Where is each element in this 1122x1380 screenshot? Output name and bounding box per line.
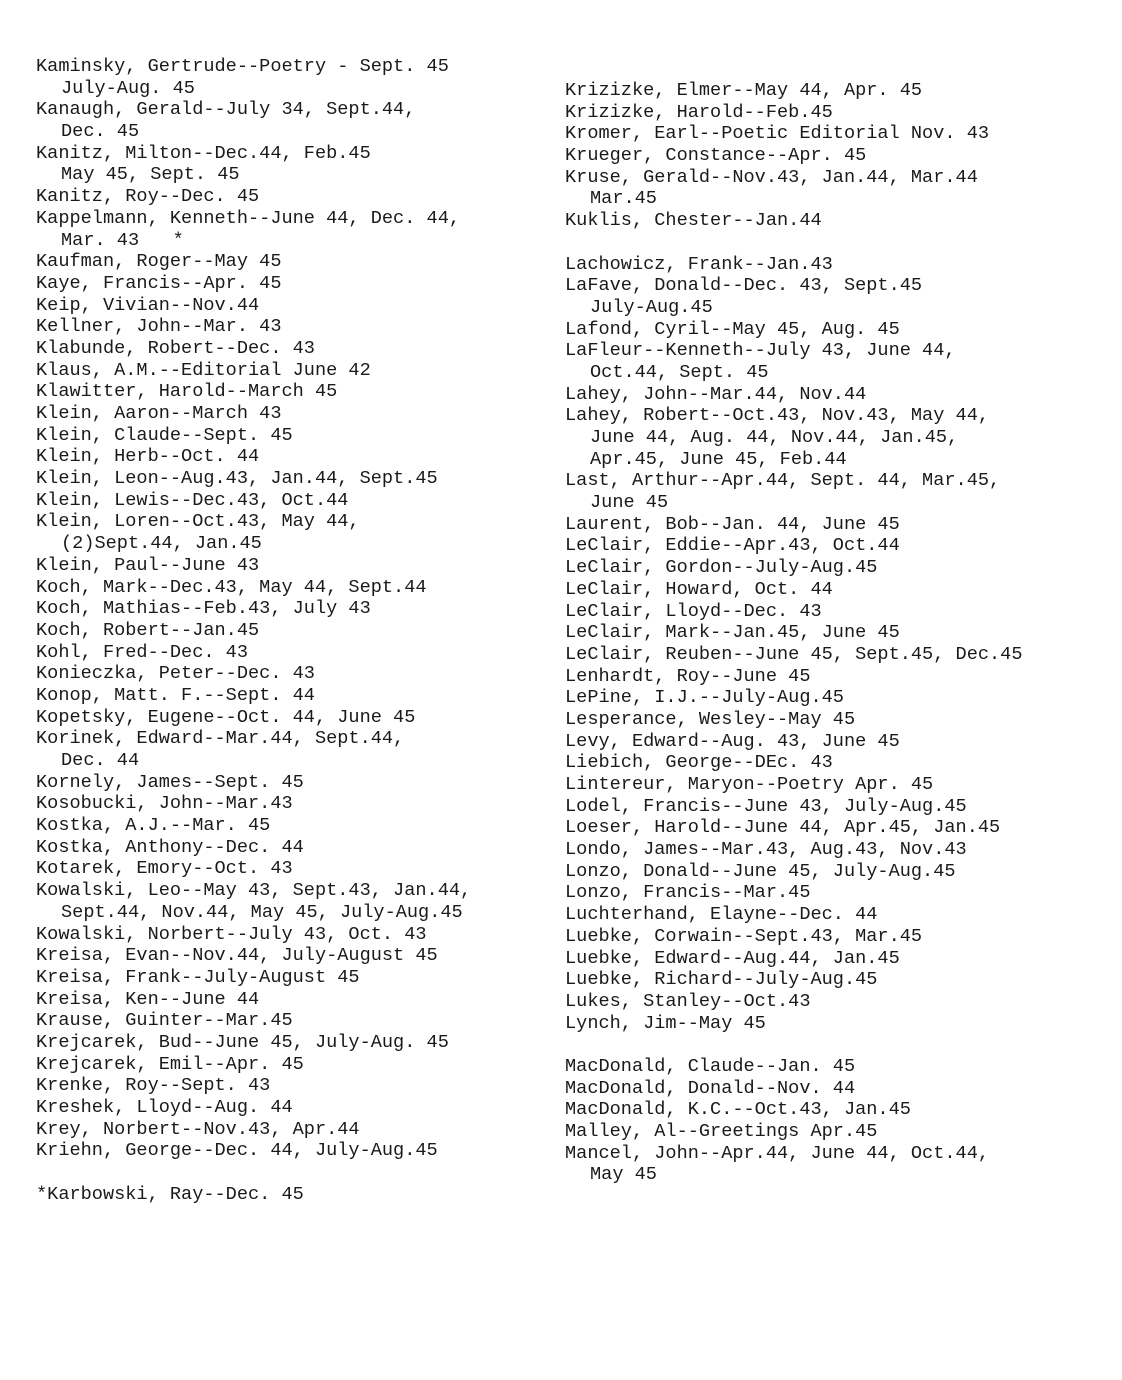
- index-entry: Krey, Norbert--Nov.43, Apr.44: [36, 1118, 360, 1140]
- index-entry-continuation: Mar. 43 *: [61, 229, 184, 251]
- index-entry: Korinek, Edward--Mar.44, Sept.44,: [36, 728, 405, 750]
- index-entry: Lahey, John--Mar.44, Nov.44: [565, 383, 867, 405]
- index-entry-continuation: Oct.44, Sept. 45: [590, 361, 769, 383]
- index-entry: Lahey, Robert--Oct.43, Nov.43, May 44,: [565, 405, 990, 427]
- index-entry: Mancel, John--Apr.44, June 44, Oct.44,: [565, 1142, 990, 1164]
- index-entry: Laurent, Bob--Jan. 44, June 45: [565, 513, 900, 535]
- index-entry: Lynch, Jim--May 45: [565, 1012, 766, 1034]
- index-entry: Lafond, Cyril--May 45, Aug. 45: [565, 318, 900, 340]
- index-entry: Konop, Matt. F.--Sept. 44: [36, 684, 315, 706]
- index-entry: Kowalski, Norbert--July 43, Oct. 43: [36, 923, 427, 945]
- index-entry: Lodel, Francis--June 43, July-Aug.45: [565, 795, 967, 817]
- index-entry: Krizizke, Elmer--May 44, Apr. 45: [565, 80, 923, 101]
- index-entry-continuation: June 45: [590, 492, 669, 514]
- index-column-right: [565, 80, 1115, 1186]
- index-entry: Kosobucki, John--Mar.43: [36, 793, 293, 815]
- index-entry: Luebke, Edward--Aug.44, Jan.45: [565, 947, 900, 969]
- index-entry: Kaminsky, Gertrude--Poetry - Sept. 45: [36, 56, 449, 77]
- index-entry: Kostka, Anthony--Dec. 44: [36, 836, 304, 858]
- index-entry: Kriehn, George--Dec. 44, July-Aug.45: [36, 1140, 438, 1162]
- index-entry: Kornely, James--Sept. 45: [36, 771, 304, 793]
- index-entry: Kotarek, Emory--Oct. 43: [36, 858, 293, 880]
- index-entry: Klein, Aaron--March 43: [36, 403, 282, 424]
- index-entry: Londo, James--Mar.43, Aug.43, Nov.43: [565, 839, 967, 861]
- index-entry: Luebke, Richard--July-Aug.45: [565, 969, 878, 991]
- index-entry-continuation: July-Aug. 45: [61, 77, 195, 99]
- index-entry: Keip, Vivian--Nov.44: [36, 294, 260, 316]
- index-entry: Kellner, John--Mar. 43: [36, 316, 282, 338]
- index-entry: Kaye, Francis--Apr. 45: [36, 272, 282, 294]
- index-entry: Loeser, Harold--June 44, Apr.45, Jan.45: [565, 817, 1001, 839]
- index-entry: Koch, Mathias--Feb.43, July 43: [36, 598, 371, 620]
- index-entry-continuation: Dec. 45: [61, 121, 140, 143]
- index-entry: Klein, Claude--Sept. 45: [36, 424, 293, 446]
- index-entry: Klein, Lewis--Dec.43, Oct.44: [36, 489, 349, 511]
- index-entry: Krejcarek, Emil--Apr. 45: [36, 1053, 304, 1075]
- index-entry: Kanitz, Milton--Dec.44, Feb.45: [36, 142, 371, 164]
- index-entry: Kreshek, Lloyd--Aug. 44: [36, 1097, 293, 1118]
- index-entry: Lonzo, Donald--June 45, July-Aug.45: [565, 860, 956, 882]
- index-entry: Klaus, A.M.--Editorial June 42: [36, 359, 371, 381]
- index-entry: Klein, Paul--June 43: [36, 554, 260, 576]
- index-entry: LeClair, Howard, Oct. 44: [565, 578, 833, 600]
- index-entry-continuation: Mar.45: [590, 188, 657, 210]
- index-entry-continuation: May 45, Sept. 45: [61, 164, 240, 186]
- index-entry: LeClair, Gordon--July-Aug.45: [565, 557, 878, 579]
- index-entry: LeClair, Mark--Jan.45, June 45: [565, 622, 900, 644]
- index-entry: Koch, Mark--Dec.43, May 44, Sept.44: [36, 576, 427, 598]
- index-entry: Kreisa, Ken--June 44: [36, 988, 260, 1010]
- index-entry-continuation: June 44, Aug. 44, Nov.44, Jan.45,: [590, 427, 959, 448]
- index-entry: Levy, Edward--Aug. 43, June 45: [565, 730, 900, 752]
- index-entry: Kruse, Gerald--Nov.43, Jan.44, Mar.44: [565, 166, 978, 188]
- index-entry: Klein, Leon--Aug.43, Jan.44, Sept.45: [36, 468, 438, 490]
- index-entry-continuation: Sept.44, Nov.44, May 45, July-Aug.45: [61, 901, 463, 923]
- index-entry: Klabunde, Robert--Dec. 43: [36, 337, 315, 359]
- index-column-left: [36, 56, 556, 1205]
- index-entry: Lintereur, Maryon--Poetry Apr. 45: [565, 774, 934, 795]
- index-entry: MacDonald, Claude--Jan. 45: [565, 1055, 856, 1077]
- index-entry: Krejcarek, Bud--June 45, July-Aug. 45: [36, 1031, 449, 1053]
- index-entry: LaFave, Donald--Dec. 43, Sept.45: [565, 275, 923, 297]
- index-entry: Lenhardt, Roy--June 45: [565, 665, 811, 687]
- index-entry: LaFleur--Kenneth--July 43, June 44,: [565, 340, 956, 362]
- index-entry: Konieczka, Peter--Dec. 43: [36, 663, 315, 685]
- index-entry: *Karbowski, Ray--Dec. 45: [36, 1183, 304, 1205]
- index-entry: MacDonald, K.C.--Oct.43, Jan.45: [565, 1099, 911, 1121]
- index-entry: Klein, Loren--Oct.43, May 44,: [36, 511, 360, 533]
- blank-line: [36, 1162, 556, 1184]
- index-entry: Krenke, Roy--Sept. 43: [36, 1075, 271, 1097]
- index-entry: MacDonald, Donald--Nov. 44: [565, 1077, 856, 1099]
- index-entry: Klein, Herb--Oct. 44: [36, 446, 260, 468]
- index-entry: Kuklis, Chester--Jan.44: [565, 210, 822, 232]
- index-entry: Kopetsky, Eugene--Oct. 44, June 45: [36, 706, 416, 728]
- index-entry: Lonzo, Francis--Mar.45: [565, 882, 811, 904]
- index-entry-continuation: Apr.45, June 45, Feb.44: [590, 448, 847, 470]
- index-entry: LeClair, Eddie--Apr.43, Oct.44: [565, 535, 900, 557]
- index-entry: Koch, Robert--Jan.45: [36, 619, 260, 641]
- index-entry: Liebich, George--DEc. 43: [565, 752, 833, 774]
- blank-line: [565, 1034, 1115, 1056]
- index-entry: Krueger, Constance--Apr. 45: [565, 145, 867, 167]
- index-entry: LeClair, Reuben--June 45, Sept.45, Dec.45: [565, 643, 1023, 665]
- index-entry-continuation: Dec. 44: [61, 750, 140, 771]
- index-entry: Kreisa, Frank--July-August 45: [36, 966, 360, 988]
- index-entry: Kanaugh, Gerald--July 34, Sept.44,: [36, 99, 416, 121]
- index-entry: Kaufman, Roger--May 45: [36, 251, 282, 273]
- index-entry: Luebke, Corwain--Sept.43, Mar.45: [565, 925, 923, 947]
- index-entry: Klawitter, Harold--March 45: [36, 381, 338, 403]
- index-entry: Malley, Al--Greetings Apr.45: [565, 1121, 878, 1142]
- blank-line: [565, 232, 1115, 254]
- index-entry-continuation: July-Aug.45: [590, 296, 713, 318]
- index-entry: Kowalski, Leo--May 43, Sept.43, Jan.44,: [36, 880, 472, 902]
- index-entry: LeClair, Lloyd--Dec. 43: [565, 600, 822, 622]
- index-entry: Kromer, Earl--Poetic Editorial Nov. 43: [565, 123, 990, 145]
- index-entry: Kostka, A.J.--Mar. 45: [36, 815, 271, 837]
- index-entry: Last, Arthur--Apr.44, Sept. 44, Mar.45,: [565, 470, 1001, 492]
- index-entry-continuation: (2)Sept.44, Jan.45: [61, 533, 262, 555]
- index-entry: Kappelmann, Kenneth--June 44, Dec. 44,: [36, 207, 461, 229]
- index-entry: Lesperance, Wesley--May 45: [565, 708, 856, 730]
- index-entry: Luchterhand, Elayne--Dec. 44: [565, 904, 878, 926]
- index-entry: Krizizke, Harold--Feb.45: [565, 101, 833, 123]
- index-entry: Krause, Guinter--Mar.45: [36, 1010, 293, 1032]
- index-entry: Lachowicz, Frank--Jan.43: [565, 253, 833, 275]
- index-entry: Kreisa, Evan--Nov.44, July-August 45: [36, 945, 438, 967]
- index-entry-continuation: May 45: [590, 1164, 657, 1186]
- index-entry: Kohl, Fred--Dec. 43: [36, 641, 249, 663]
- index-entry: Kanitz, Roy--Dec. 45: [36, 186, 260, 208]
- index-entry: LePine, I.J.--July-Aug.45: [565, 687, 844, 709]
- index-entry: Lukes, Stanley--Oct.43: [565, 990, 811, 1012]
